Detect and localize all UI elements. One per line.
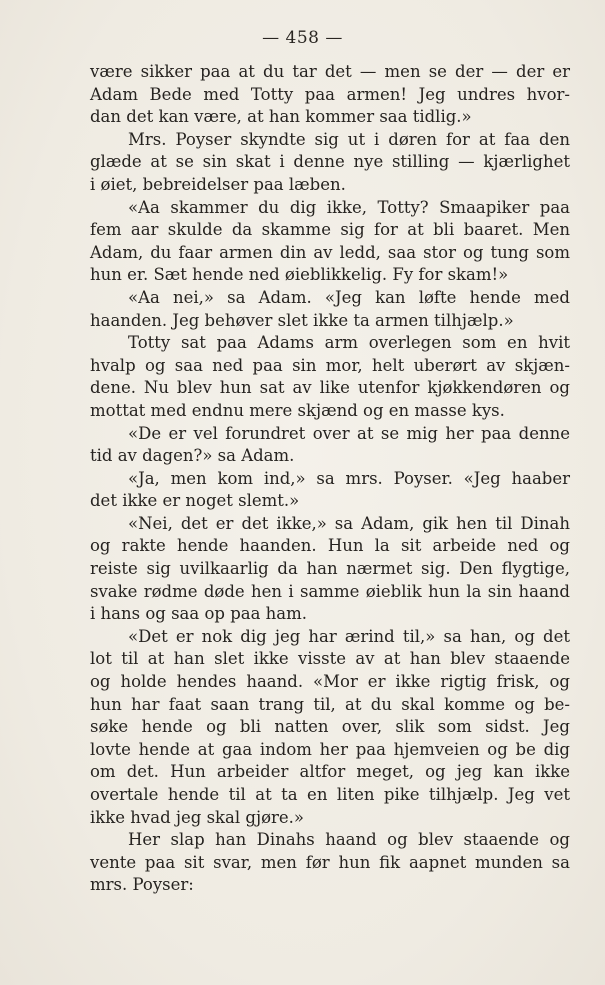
text-line: «Ja, men kom ind,» sa mrs. Poyser. «Jeg haaber (128, 468, 570, 488)
text-line: Mrs. Poyser skyndte sig ut i døren for at faa den (128, 129, 570, 149)
text-line: haanden. Jeg behøver slet ikke ta armen tilhjælp.» (90, 310, 514, 330)
text-line: tid av dagen?» sa Adam. (90, 446, 295, 466)
text-line: det ikke er noget slemt.» (90, 491, 300, 511)
text-line: hvalp og saa ned paa sin mor, helt uberørt av skjæn- (90, 355, 570, 375)
text-line: Her slap han Dinahs haand og blev staaende og (128, 830, 570, 850)
text-line: «Nei, det er det ikke,» sa Adam, gik hen til Dinah (128, 513, 570, 533)
text-line: i øiet, bebreidelser paa læben. (90, 174, 346, 194)
text-line: overtale hende til at ta en liten pike tilhjælp. Jeg vet (90, 785, 570, 804)
text-line: glæde at se sin skat i denne nye stilling — kjærlighet (90, 152, 570, 172)
text-line: mottat med endnu mere skjænd og en masse kys. (90, 400, 505, 420)
text-line: søke hende og bli natten over, slik som sidst. Jeg (90, 717, 570, 737)
text-line: om det. Hun arbeider altfor meget, og jeg kan ikke (90, 762, 570, 782)
text-line: fem aar skulde da skamme sig for at bli baaret. Men (90, 220, 570, 240)
text-line: ikke hvad jeg skal gjøre.» (90, 807, 304, 827)
text-line: og holde hendes haand. «Mor er ikke rigtig frisk, og (90, 672, 570, 692)
text-line: Adam, du faar armen din av ledd, saa stor og tung som (90, 242, 570, 262)
text-line: Totty sat paa Adams arm overlegen som en hvit (128, 333, 570, 353)
text-line: lot til at han slet ikke visste av at han blev staaende (90, 649, 570, 669)
text-line: dan det kan være, at han kommer saa tidlig.» (90, 107, 472, 127)
text-line: reiste sig uvilkaarlig da han nærmet sig. Den flygtige, (90, 559, 570, 579)
text-line: i hans og saa op paa ham. (90, 604, 308, 624)
text-line: og rakte hende haanden. Hun la sit arbeide ned og (90, 536, 570, 556)
text-line: mrs. Poyser: (90, 875, 194, 895)
text-line: «De er vel forundret over at se mig her paa denne (128, 423, 570, 443)
text-line: «Det er nok dig jeg har ærind til,» sa han, og det (128, 626, 570, 646)
text-line: Adam Bede med Totty paa armen! Jeg undres hvor- (90, 84, 570, 104)
text-line: være sikker paa at du tar det — men se der — der er (90, 62, 570, 81)
body-text (90, 61, 570, 897)
text-line: svake rødme døde hen i samme øieblik hun la sin haand (90, 581, 570, 601)
text-line: lovte hende at gaa indom her paa hjemveien og be dig (90, 739, 570, 759)
page-number: — 458 — (262, 28, 343, 48)
text-line: «Aa nei,» sa Adam. «Jeg kan løfte hende med (128, 287, 570, 307)
text-line: vente paa sit svar, men før hun fik aapnet munden sa (90, 852, 570, 872)
text-line: «Aa skammer du dig ikke, Totty? Smaapiker paa (128, 197, 570, 217)
text-line: hun er. Sæt hende ned øieblikkelig. Fy for skam!» (90, 265, 509, 285)
text-line: hun har faat saan trang til, at du skal komme og be- (90, 694, 570, 714)
text-line: dene. Nu blev hun sat av like utenfor kjøkkendøren og (90, 378, 570, 398)
